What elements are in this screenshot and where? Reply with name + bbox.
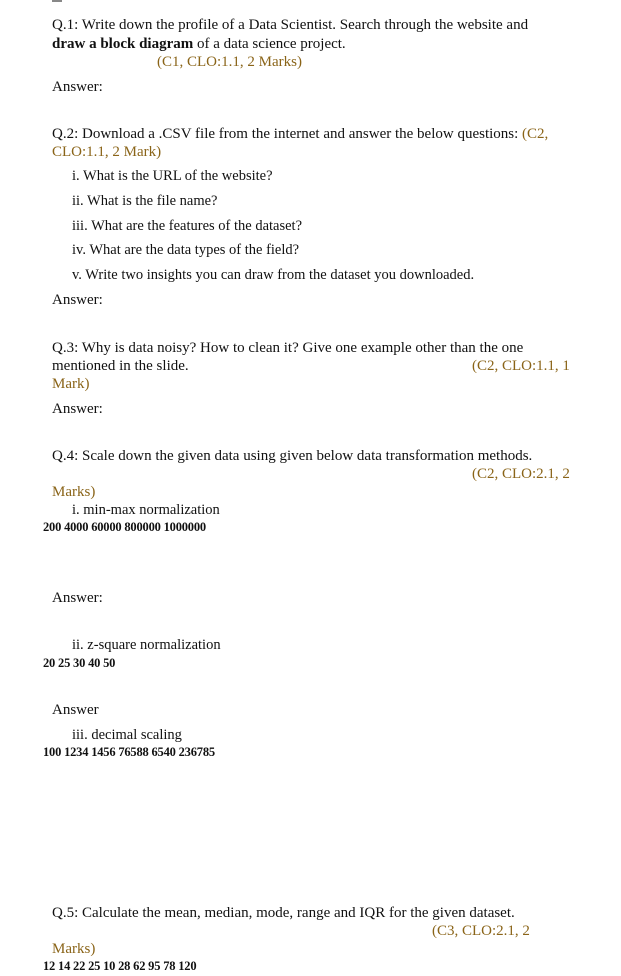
- q1-line1: Q.1: Write down the profile of a Data Scientist. Search through the website and: [52, 17, 529, 33]
- q2-marks-cont: CLO:1.1, 2 Mark): [52, 144, 162, 160]
- q5-data: 12 14 22 25 10 28 62 95 78 120: [43, 959, 197, 973]
- q4-method-1: i. min-max normalization: [72, 502, 220, 518]
- q5-line1: Q.5: Calculate the mean, median, mode, range and IQR for the given dataset.: [52, 905, 515, 921]
- q3-answer-label: Answer:: [52, 401, 103, 417]
- q4-line1: Q.4: Scale down the given data using given below data transformation methods.: [52, 448, 533, 464]
- page-edge-mark: [52, 0, 62, 2]
- q4-data-2: 20 25 30 40 50: [43, 656, 116, 670]
- q1-line2: [52, 35, 346, 53]
- q2-item-2: ii. What is the file name?: [72, 193, 218, 209]
- q2-item-4: iv. What are the data types of the field?: [72, 242, 300, 258]
- q4-method-3: iii. decimal scaling: [72, 727, 182, 743]
- q4-data-1: 200 4000 60000 800000 1000000: [43, 520, 206, 534]
- q2-item-1: i. What is the URL of the website?: [72, 168, 273, 184]
- q4-answer-label-1: Answer:: [52, 590, 103, 606]
- q3-line1: Q.3: Why is data noisy? How to clean it? Give one example other than the one: [52, 340, 524, 356]
- q4-method-2: ii. z-square normalization: [72, 637, 221, 653]
- q3-line2: mentioned in the slide.: [52, 358, 189, 374]
- q5-marks-cont: Marks): [52, 941, 96, 957]
- q4-marks-cont: Marks): [52, 484, 96, 500]
- q5-marks: (C3, CLO:2.1, 2: [432, 923, 530, 939]
- q4-data-3: 100 1234 1456 76588 6540 236785: [43, 745, 215, 759]
- q2-item-5: v. Write two insights you can draw from the dataset you downloaded.: [72, 267, 475, 283]
- q4-marks: (C2, CLO:2.1, 2: [472, 466, 570, 482]
- q1-marks: (C1, CLO:1.1, 2 Marks): [157, 54, 302, 70]
- q2-item-3: iii. What are the features of the dataset?: [72, 218, 303, 234]
- q2-line1: [52, 125, 548, 143]
- q1-line2-rest: of a data science project.: [193, 36, 346, 52]
- q1-answer-label: Answer:: [52, 79, 103, 95]
- q2-marks-start: (C2,: [522, 126, 549, 142]
- q4-answer-label-2: Answer: [52, 702, 99, 718]
- q2-line1-text: Q.2: Download a .CSV file from the internet and answer the below questions:: [52, 126, 523, 142]
- q3-marks-cont: Mark): [52, 376, 90, 392]
- q2-answer-label: Answer:: [52, 292, 103, 308]
- q1-bold-text: draw a block diagram: [52, 36, 194, 52]
- q3-marks: (C2, CLO:1.1, 1: [472, 358, 570, 374]
